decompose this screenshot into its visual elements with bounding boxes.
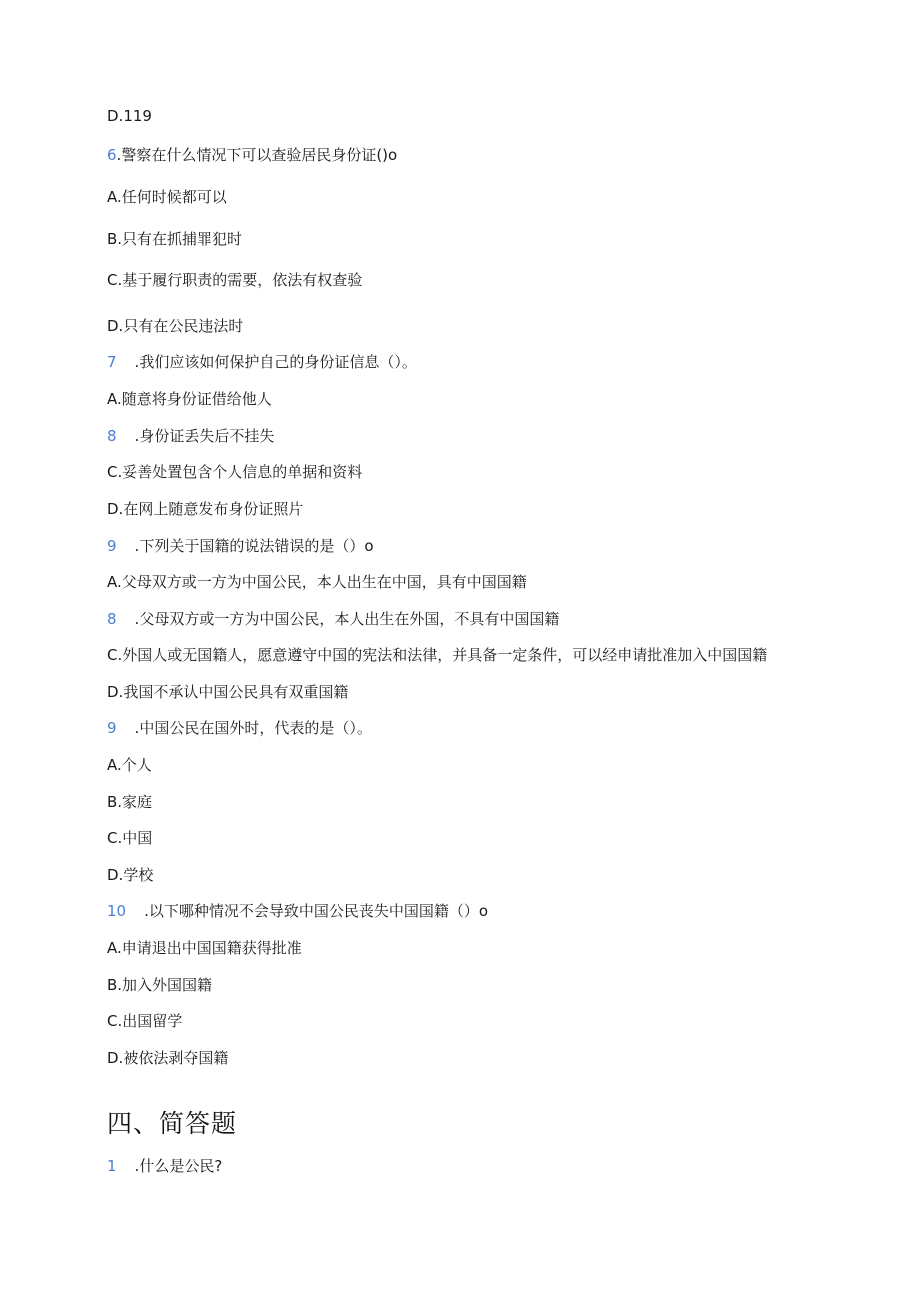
question-number: 8 [107, 427, 117, 445]
question-text: .身份证丢失后不挂失 [134, 427, 275, 445]
question-text: .警察在什么情况下可以查验居民身份证()o [116, 146, 398, 164]
option-a-q9: A.父母双方或一方为中国公民，本人出生在中国，具有中国国籍 [107, 573, 527, 591]
option-a-q9b: A.个人 [107, 756, 152, 774]
option-c-q6: C.基于履行职责的需要，依法有权查验 [107, 271, 363, 289]
question-text: .下列关于国籍的说法错误的是（）o [134, 537, 374, 555]
question-number: 10 [107, 902, 127, 920]
question-text: .我们应该如何保护自己的身份证信息（）。 [134, 353, 417, 371]
option-a-q6: A.任何时候都可以 [107, 188, 227, 206]
option-d-q9: D.我国不承认中国公民具有双重国籍 [107, 683, 349, 701]
option-d-q10: D.被依法剥夺国籍 [107, 1049, 229, 1067]
question-number: 7 [107, 353, 117, 371]
question-text: .中国公民在国外时，代表的是（）。 [134, 719, 372, 737]
option-c-q9b: C.中国 [107, 829, 153, 847]
question-8 [107, 426, 274, 446]
option-b-q10: B.加入外国国籍 [107, 976, 213, 994]
question-number: 6 [107, 146, 117, 164]
question-6 [107, 145, 397, 165]
option-c-q10: C.出国留学 [107, 1012, 183, 1030]
question-9 [107, 536, 374, 556]
option-a-q10: A.申请退出中国国籍获得批准 [107, 939, 302, 957]
question-7 [107, 352, 417, 372]
option-b-q6: B.只有在抓捕罪犯时 [107, 230, 243, 248]
option-d-q9b: D.学校 [107, 866, 154, 884]
option-d-q6: D.只有在公民违法时 [107, 317, 244, 335]
question-number: 1 [107, 1157, 117, 1175]
section-heading: 四、简答题 [107, 1109, 238, 1138]
question-number: 8 [107, 610, 117, 628]
question-8-b [107, 609, 559, 629]
option-d-q5: D.119 [107, 107, 152, 125]
question-text: .以下哪种情况不会导致中国公民丧失中国国籍（）o [144, 902, 489, 920]
question-number: 9 [107, 537, 117, 555]
option-d-q7: D.在网上随意发布身份证照片 [107, 500, 304, 518]
option-a-q7: A.随意将身份证借给他人 [107, 390, 272, 408]
option-b-q9b: B.家庭 [107, 793, 153, 811]
question-number: 9 [107, 719, 117, 737]
question-text: .父母双方或一方为中国公民，本人出生在外国，不具有中国国籍 [134, 610, 560, 628]
short-answer-question-1 [107, 1156, 222, 1176]
option-c-q7: C.妥善处置包含个人信息的单据和资料 [107, 463, 363, 481]
question-text: .什么是公民? [134, 1157, 223, 1175]
option-c-q9: C.外国人或无国籍人，愿意遵守中国的宪法和法律，并具备一定条件，可以经申请批准加入中国国籍 [107, 646, 768, 664]
question-10 [107, 901, 488, 921]
question-9-b [107, 718, 372, 738]
